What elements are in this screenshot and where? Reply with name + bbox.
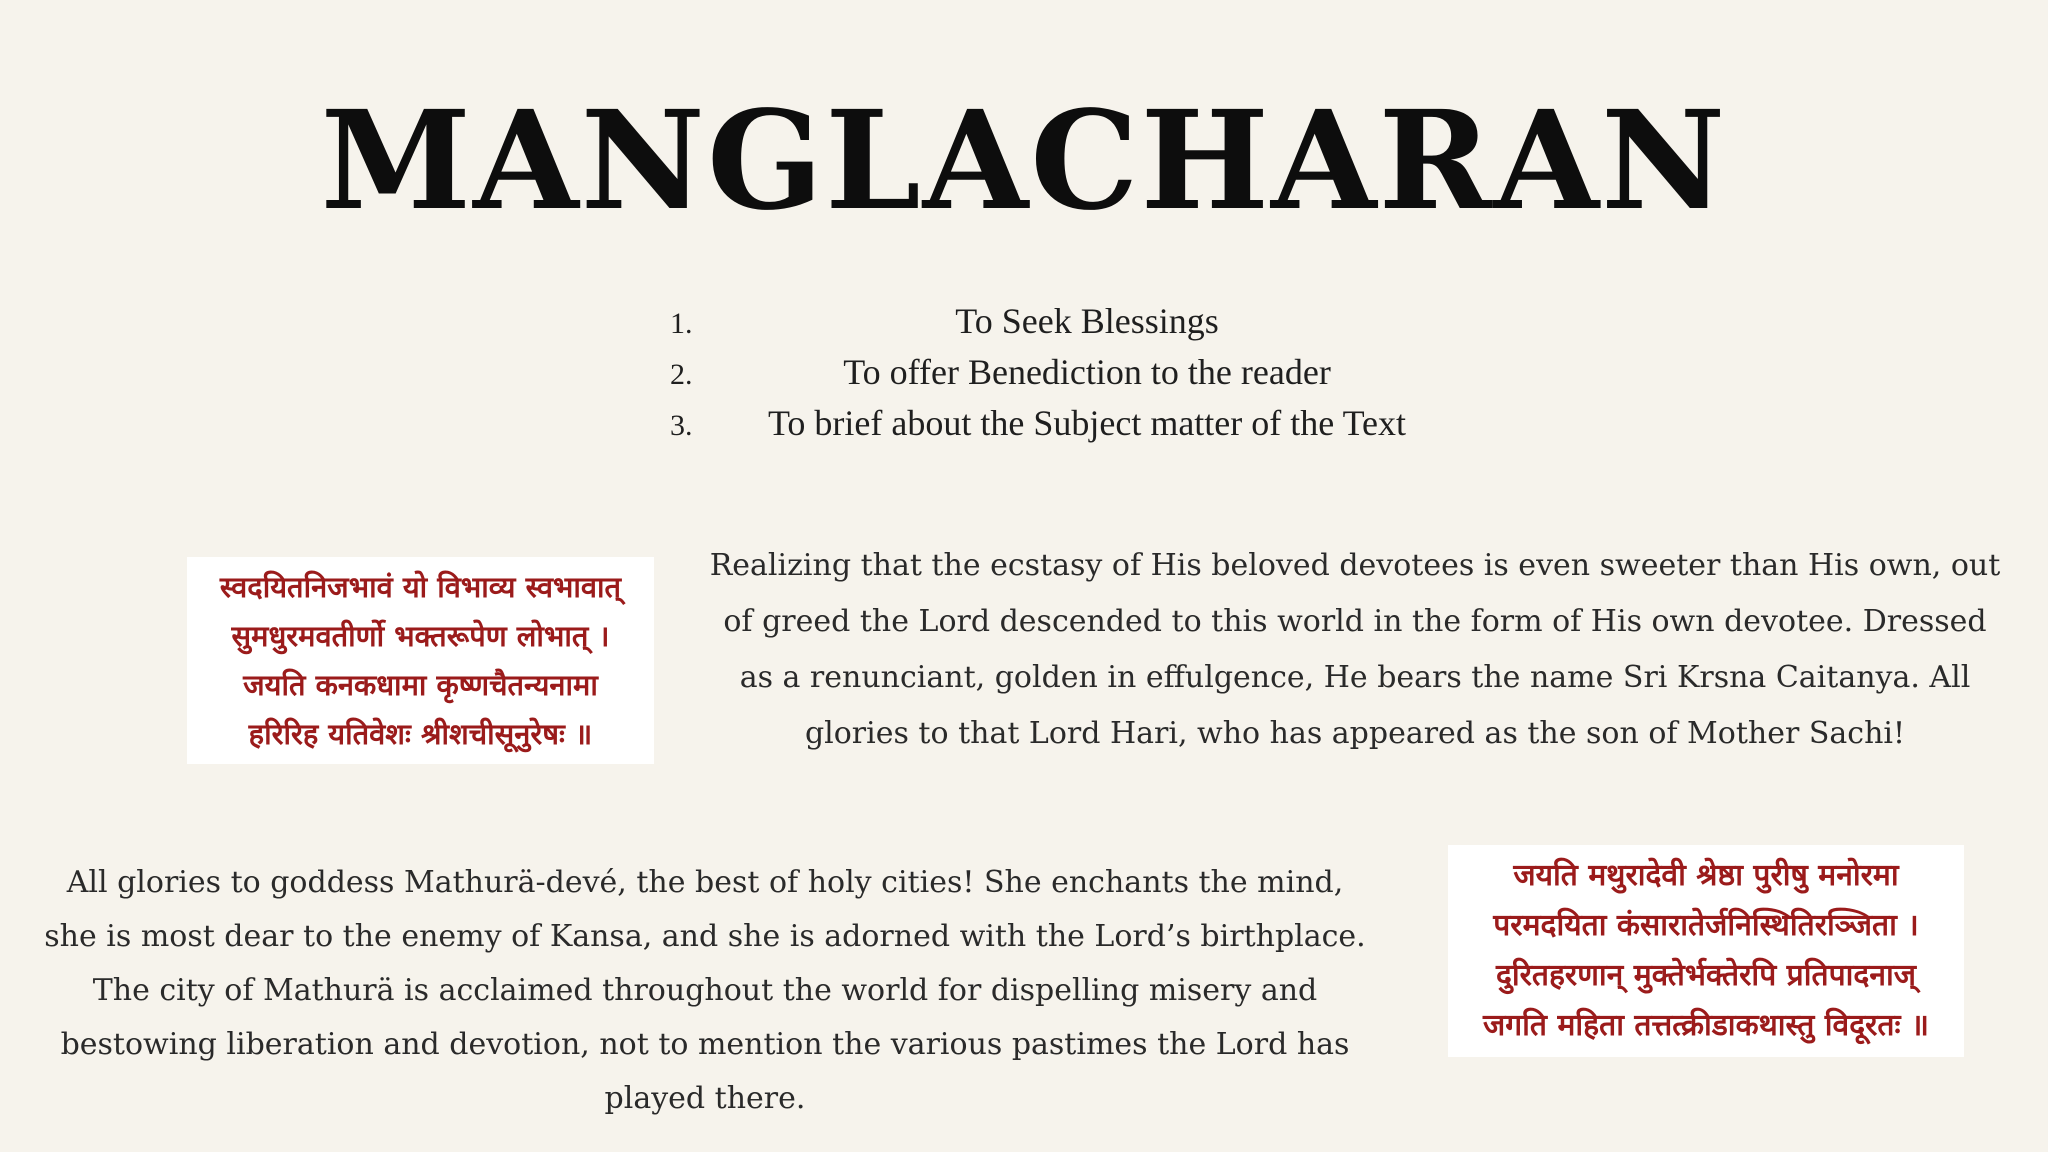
- purpose-text: To offer Benediction to the reader: [843, 352, 1331, 392]
- verse-line: जगति महिता तत्तत्क्रीडाकथास्तु विदूरतः ॥: [1483, 1008, 1929, 1043]
- verse-line: जयति कनकधामा कृष्णचैतन्यनामा: [243, 668, 598, 702]
- purpose-list: [670, 297, 1470, 450]
- purpose-item: [670, 297, 1470, 348]
- purpose-item: [670, 399, 1470, 450]
- page-title: MANGLACHARAN: [320, 81, 1728, 241]
- purpose-text: To brief about the Subject matter of the Text: [767, 403, 1407, 443]
- verse-line: हरिरिह यतिवेशः श्रीशचीसूनुरेषः ॥: [248, 717, 593, 751]
- purpose-number: 2.: [670, 358, 693, 391]
- verse-line: स्वदयितनिजभावं यो विभाव्य स्वभावात्: [219, 570, 622, 604]
- verse-line: परमदयिता कंसारातेर्जनिस्थितिरञ्जिता ।: [1493, 908, 1919, 943]
- purpose-number: 1.: [670, 307, 693, 340]
- purpose-text: To Seek Blessings: [955, 301, 1219, 341]
- sanskrit-verse-mathura: [1448, 845, 1964, 1057]
- sanskrit-verse-chaitanya: [187, 557, 654, 764]
- verse-line: दुरितहरणान् मुक्तेर्भक्तेरपि प्रतिपादनाज्: [1495, 958, 1917, 993]
- verse-line: जयति मथुरादेवी श्रेष्ठा पुरीषु मनोरमा: [1513, 858, 1899, 893]
- verse-line: सुमधुरमवतीर्णो भक्तरूपेण लोभात् ।: [231, 619, 610, 653]
- purpose-item: [670, 348, 1470, 399]
- translation-chaitanya: Realizing that the ecstasy of His beloved devotees is even sweeter than His own, out of greed the Lord descended to this world in the form of His own devotee. Dressed as a renunciant, golden in effulgence, He bears the name Sri Krsna Caitanya. All glories to that Lord Hari, who has appeared as the son of Mother Sachi!: [709, 548, 2001, 751]
- translation-mathura: All glories to goddess Mathurä-devé, the best of holy cities! She enchants the mind, she is most dear to the enemy of Kansa, and she is adorned with the Lord’s birthplace. The city of Mathurä is acclaimed throughout the world for dispelling misery and bestowing liberation and devotion, not to mention the various pastimes the Lord has played there.: [44, 865, 1366, 1116]
- purpose-number: 3.: [670, 409, 693, 442]
